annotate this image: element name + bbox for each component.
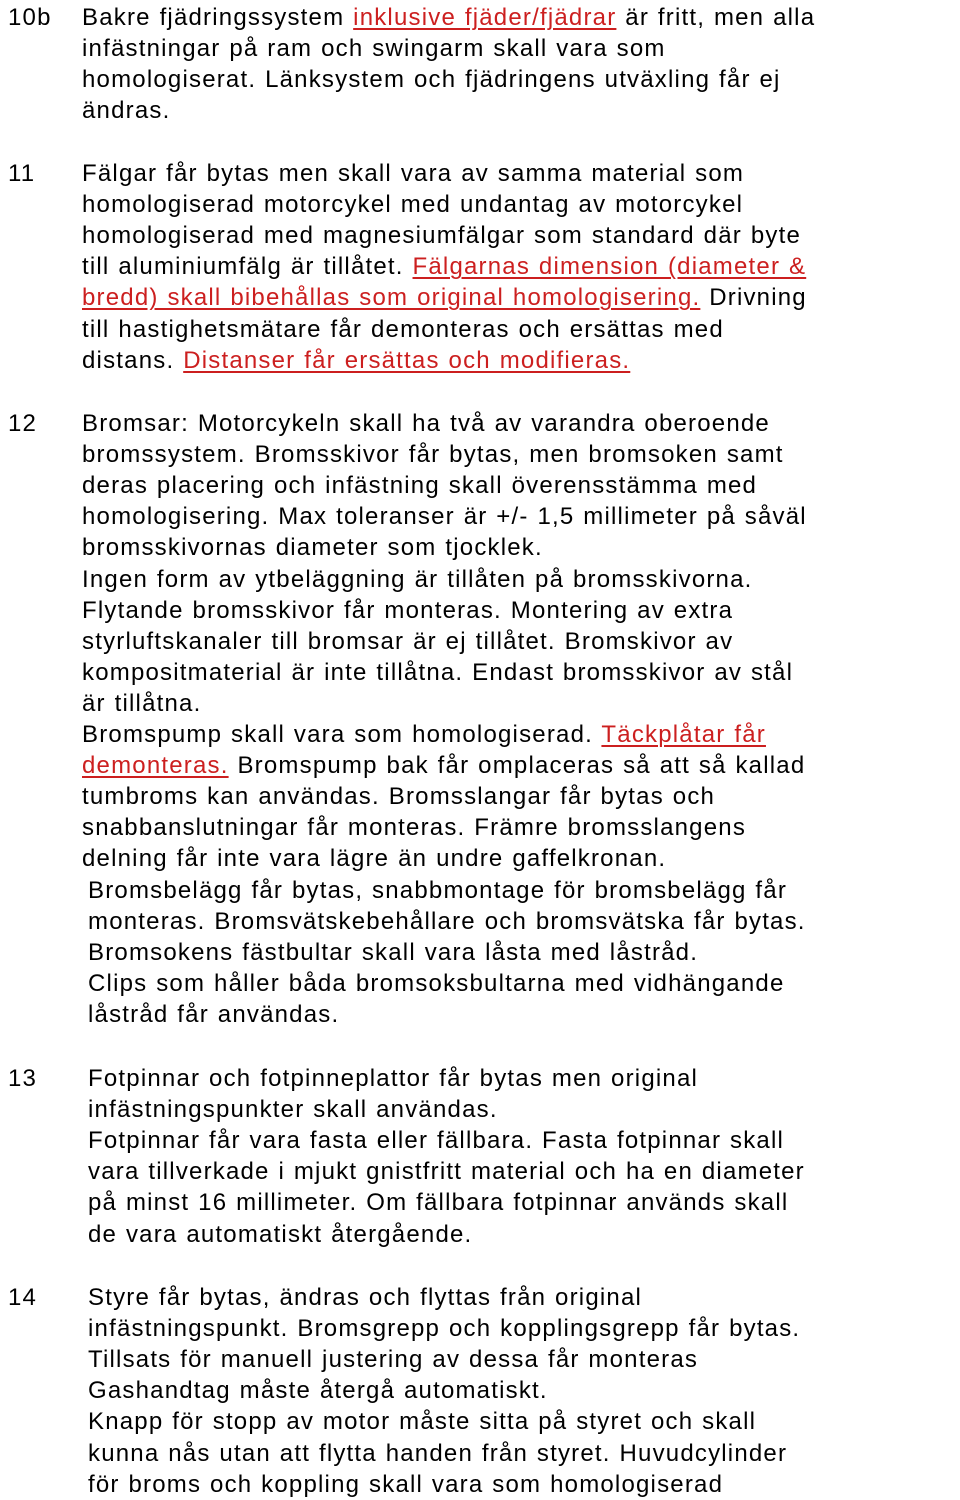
highlighted-amendment: demonteras. [82, 752, 229, 780]
rule-text: infästningar på ram och swingarm skall vara som [82, 35, 666, 63]
rule-text: Ingen form av ytbeläggning är tillåten på bromsskivorna. [82, 565, 753, 593]
rule-text: snabbanslutningar får monteras. Främre bromsslangens [82, 814, 747, 842]
rule-text: monteras. Bromsvätskebehållare och bromsvätska får bytas. [88, 907, 806, 935]
text-line [88, 1313, 800, 1344]
section-number: 11 [8, 160, 36, 187]
highlighted-amendment: bredd) skall bibehållas som original homologisering. [82, 284, 701, 312]
rule-text: Styre får bytas, ändras och flyttas från original [88, 1284, 643, 1311]
rule-text: styrluftskanaler till bromsar är ej tillåtet. Bromskivor av [82, 627, 734, 655]
rule-text: homologiserad med magnesiumfälgar som standard där byte [82, 222, 802, 250]
rule-text: Bromsbelägg får bytas, snabbmontage för bromsbelägg får [88, 876, 788, 904]
text-line [82, 812, 746, 843]
text-line [82, 657, 793, 688]
text-line [82, 2, 815, 33]
text-line [82, 688, 201, 719]
text-line [82, 719, 766, 750]
rule-text: homologiserad motorcykel med undantag av motorcykel [82, 191, 744, 219]
rule-text: bromsskivornas diameter som tjocklek. [82, 534, 543, 562]
text-line [82, 408, 770, 439]
text-line [82, 626, 733, 657]
rule-text: Bakre fjädringssystem [82, 4, 354, 31]
rule-text: till aluminiumfälg är tillåtet. [82, 253, 413, 281]
rule-text: kompositmaterial är inte tillåtna. Endast bromsskivor av stål [82, 658, 794, 686]
rule-text: Drivning [700, 284, 807, 312]
text-line [82, 345, 630, 376]
text-line [88, 1406, 756, 1437]
text-line [88, 999, 339, 1030]
text-line [82, 843, 666, 874]
section-number: 12 [8, 410, 38, 437]
rule-text: Bromspump bak får omplaceras så att så kallad [228, 752, 806, 780]
rule-text: de vara automatiskt återgående. [88, 1220, 473, 1248]
text-line [82, 282, 807, 313]
text-line [82, 158, 744, 189]
rule-text: kunna nås utan att flytta handen från styret. Huvudcylinder [88, 1439, 788, 1467]
rule-text: låstråd får användas. [88, 1000, 340, 1028]
text-line [82, 95, 170, 126]
rule-text: infästningspunkt. Bromsgrepp och kopplingsgrepp får bytas. [88, 1315, 801, 1343]
section-number: 10b [8, 4, 52, 31]
text-line [82, 595, 733, 626]
section-number: 14 [8, 1284, 38, 1311]
rule-text: Clips som håller båda bromsoksbultarna med vidhängande [88, 969, 785, 997]
text-line [88, 875, 787, 906]
text-line [88, 1282, 642, 1313]
text-line [82, 33, 666, 64]
highlighted-amendment: Fälgarnas dimension (diameter & [412, 253, 807, 281]
rule-text: Bromsar: Motorcykeln skall ha två av varandra oberoende [82, 410, 770, 437]
rule-text: till hastighetsmätare får demonteras och ersättas med [82, 315, 724, 343]
rule-text: är fritt, men alla [616, 4, 816, 31]
rule-text: Knapp för stopp av motor måste sitta på styret och skall [88, 1408, 757, 1436]
rule-text: deras placering och infästning skall överensstämma med [82, 472, 758, 500]
text-line [82, 470, 757, 501]
text-line [88, 1219, 472, 1250]
rule-text: Fotpinnar får vara fasta eller fällbara. Fasta fotpinnar skall [88, 1127, 785, 1155]
text-line [88, 1375, 548, 1406]
rule-text: bromssystem. Bromsskivor får bytas, men bromsoken samt [82, 441, 784, 469]
section-number: 13 [8, 1065, 38, 1092]
text-line [88, 906, 806, 937]
text-line [82, 564, 753, 595]
rule-text: för broms och koppling skall vara som homologiserad [88, 1470, 724, 1498]
rule-text: tumbroms kan användas. Bromsslangar får bytas och [82, 783, 716, 811]
rule-text: distans. [82, 346, 184, 374]
highlighted-amendment: Täckplåtar får [601, 721, 766, 748]
text-line [82, 439, 784, 470]
text-line [88, 1125, 784, 1156]
highlighted-amendment: Distanser får ersättas och modifieras. [183, 346, 631, 374]
text-line [88, 1438, 787, 1469]
text-line [88, 1094, 498, 1125]
text-line [82, 501, 807, 532]
rule-text: Fotpinnar och fotpinneplattor får bytas men original [88, 1065, 699, 1092]
text-line [82, 781, 715, 812]
text-line [88, 1469, 723, 1500]
rule-text: Bromsokens fästbultar skall vara låsta med låstråd. [88, 938, 699, 966]
highlighted-amendment: inklusive fjäder/fjädrar [353, 4, 617, 31]
rule-text: delning får inte vara lägre än undre gaffelkronan. [82, 845, 667, 873]
text-line [82, 314, 724, 345]
rule-text: Bromspump skall vara som homologiserad. [82, 721, 602, 748]
rule-text: på minst 16 millimeter. Om fällbara fotpinnar används skall [88, 1189, 789, 1217]
rule-text: ändras. [82, 97, 171, 125]
rule-text: Flytande bromsskivor får monteras. Montering av extra [82, 596, 734, 624]
text-line [82, 750, 805, 781]
rule-text: homologiserat. Länksystem och fjädringens utväxling får ej [82, 66, 781, 94]
text-line [82, 532, 543, 563]
text-line [82, 220, 801, 251]
text-line [82, 189, 743, 220]
rule-text: är tillåtna. [82, 689, 202, 717]
rule-text: homologisering. Max toleranser är +/- 1,5 millimeter på såväl [82, 503, 807, 531]
rule-text: vara tillverkade i mjukt gnistfritt material och ha en diameter [88, 1158, 805, 1186]
text-line [88, 1156, 805, 1187]
text-line [82, 251, 806, 282]
text-line [88, 1063, 698, 1094]
rule-text: Gashandtag måste återgå automatiskt. [88, 1377, 548, 1405]
text-line [88, 937, 698, 968]
text-line [88, 968, 785, 999]
text-line [88, 1344, 698, 1375]
rule-text: Fälgar får bytas men skall vara av samma material som [82, 160, 745, 187]
rule-text: infästningspunkter skall användas. [88, 1096, 498, 1124]
text-line [82, 64, 781, 95]
rule-text: Tillsats för manuell justering av dessa får monteras [88, 1346, 699, 1374]
text-line [88, 1187, 788, 1218]
